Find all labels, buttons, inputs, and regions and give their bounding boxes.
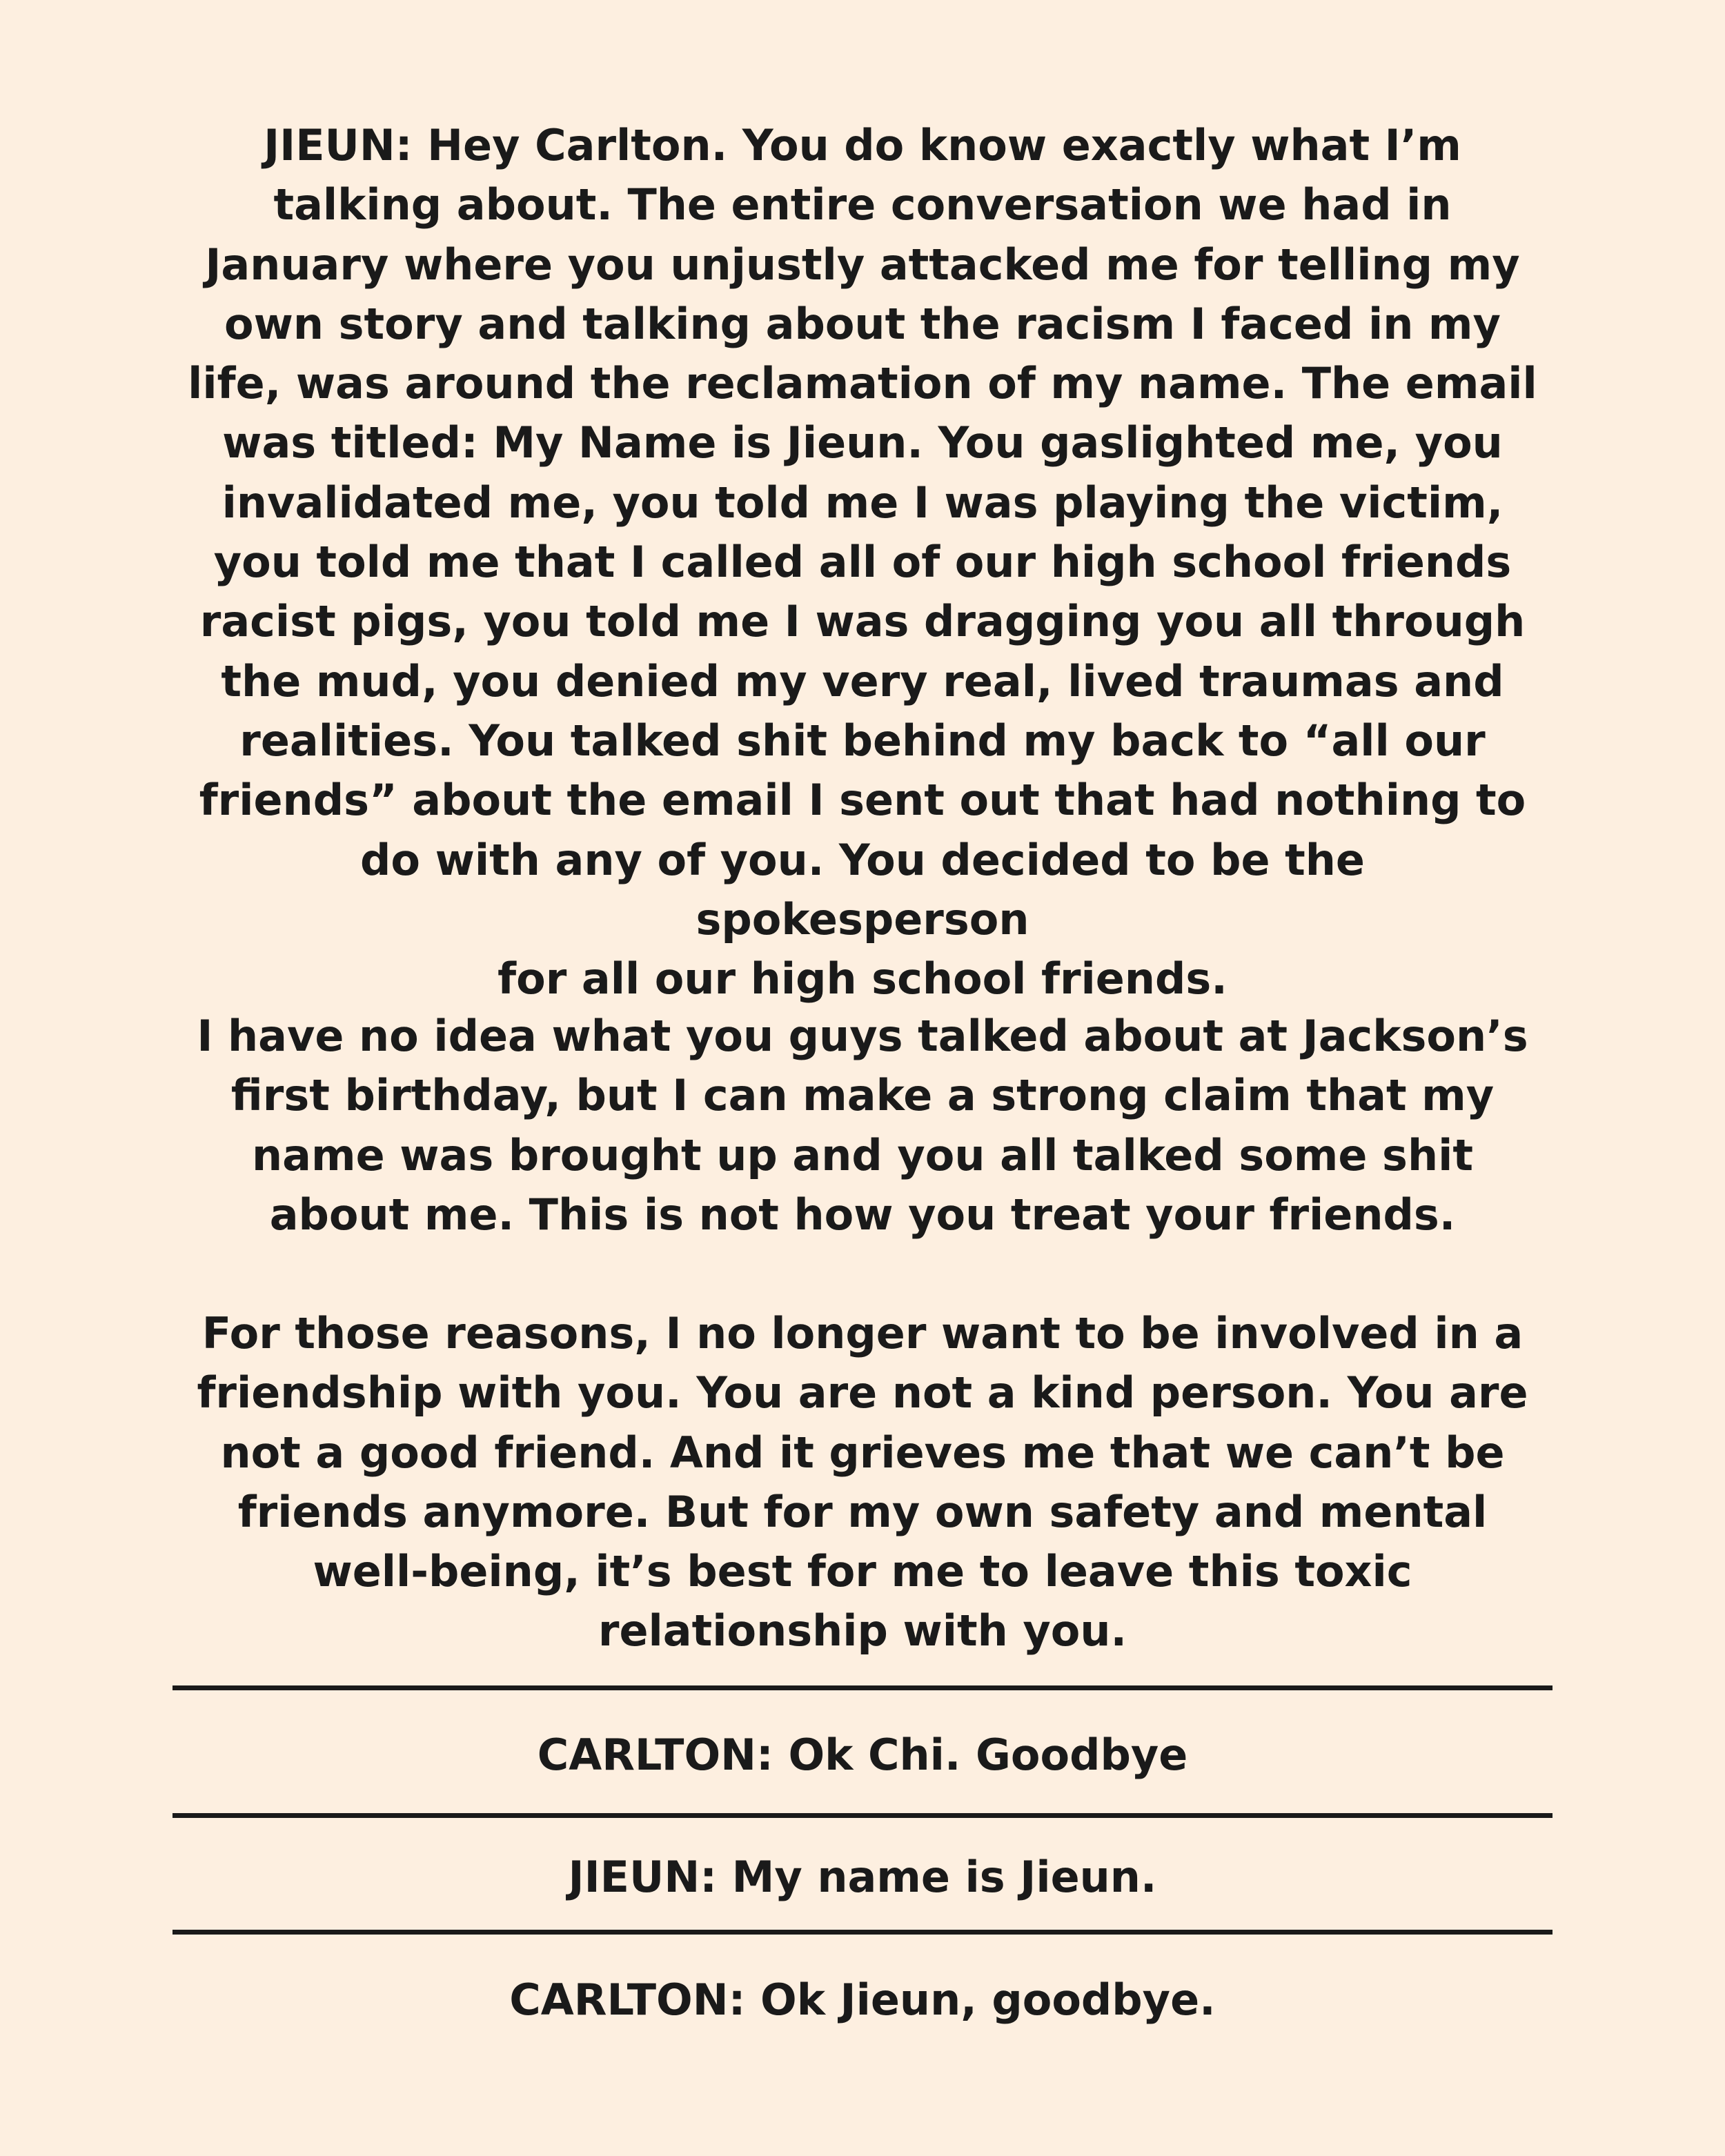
jieun-message-paragraph-2: I have no idea what you guys talked about at Jackson’s first birthday, but I can make a strong claim that my name was brought up and you all talked some shit about me. This is not how you treat your friends. [197, 1011, 1528, 1240]
divider-3 [172, 1930, 1552, 1935]
carlton-reply-1: CARLTON: Ok Chi. Goodbye [537, 1730, 1188, 1780]
divider-1 [172, 1685, 1552, 1690]
jieun-message-paragraph-1: JIEUN: Hey Carlton. You do know exactly what I’m talking about. The entire conversation we had in January where you unjustly attacked me for telling my own story and talking about the racism I faced in my life, was around the reclamation of my name. The email was titled: My Name is Jieun. You gaslighted me, you invalidated me, you told me I was playing the victim, you told me that I called all of our high school friends racist pigs, you told me I was dragging you all through the mud, you denied my very real, lived traumas and realities. You talked shit behind my back to “all our friends” about the email I sent out that had nothing to do with any of you. You decided to be the spokesperson for all our high school friends. [188, 120, 1537, 1005]
jieun-reply: JIEUN: My name is Jieun. [568, 1852, 1157, 1902]
divider-2 [172, 1813, 1552, 1818]
jieun-message-paragraph-3: For those reasons, I no longer want to be involved in a friendship with you. You are not a kind person. You are not a good friend. And it grieves me that we can’t be friends anymore. But for my own safety and mental well-being, it’s best for me to leave this toxic relationship with you. [197, 1308, 1528, 1656]
carlton-reply-2: CARLTON: Ok Jieun, goodbye. [509, 1975, 1216, 2025]
